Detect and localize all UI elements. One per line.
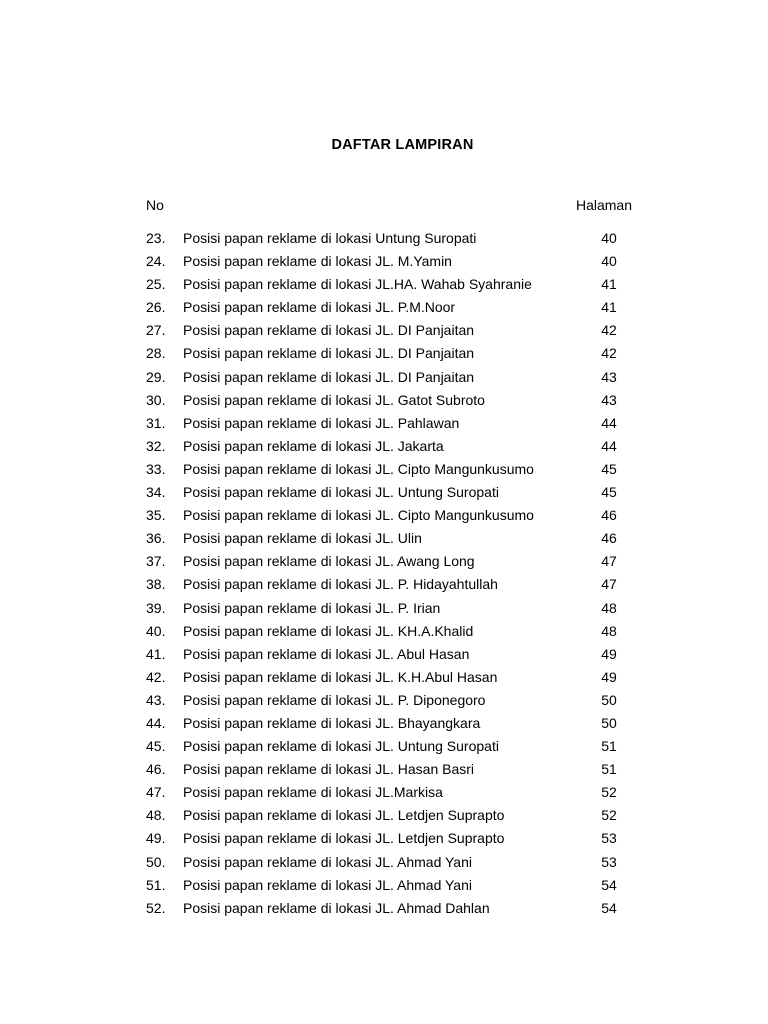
entry-number: 35. xyxy=(146,507,166,524)
entry-title: Posisi papan reklame di lokasi JL. Ahmad Yani xyxy=(183,876,472,893)
entry-title: Posisi papan reklame di lokasi JL. Ulin xyxy=(183,530,422,547)
list-item xyxy=(146,736,636,759)
entry-number: 28. xyxy=(146,345,166,362)
list-item xyxy=(146,713,636,736)
appendix-list xyxy=(146,228,636,921)
list-header xyxy=(146,197,636,215)
list-item xyxy=(146,505,636,528)
list-item xyxy=(146,621,636,644)
list-item xyxy=(146,598,636,621)
entry-title: Posisi papan reklame di lokasi JL. DI Panjaitan xyxy=(183,368,475,385)
entry-title: Posisi papan reklame di lokasi JL. Awang Long xyxy=(183,553,475,570)
entry-title: Posisi papan reklame di lokasi JL. M.Yamin xyxy=(183,253,452,270)
entry-title: Posisi papan reklame di lokasi JL. Bhayangkara xyxy=(183,714,481,731)
entry-title: Posisi papan reklame di lokasi JL. Cipto Mangunkusumo xyxy=(183,460,534,477)
entry-page-number: 50 xyxy=(601,691,617,708)
entry-number: 37. xyxy=(146,553,166,570)
entry-page-number: 48 xyxy=(601,622,617,639)
list-item xyxy=(146,320,636,343)
entry-page-number: 51 xyxy=(601,761,617,778)
list-item xyxy=(146,667,636,690)
entry-page-number: 49 xyxy=(601,668,617,685)
list-item xyxy=(146,852,636,875)
list-item xyxy=(146,228,636,251)
entry-number: 46. xyxy=(146,761,166,778)
list-item xyxy=(146,251,636,274)
entry-page-number: 46 xyxy=(601,530,617,547)
entry-title: Posisi papan reklame di lokasi JL.HA. Wahab Syahranie xyxy=(183,276,532,293)
list-item xyxy=(146,898,636,921)
entry-title: Posisi papan reklame di lokasi JL. Hasan Basri xyxy=(183,761,475,778)
entry-number: 48. xyxy=(146,807,166,824)
entry-number: 25. xyxy=(146,276,166,293)
entry-page-number: 40 xyxy=(601,230,617,246)
entry-number: 24. xyxy=(146,253,166,270)
page-title: DAFTAR LAMPIRAN xyxy=(331,137,474,153)
list-item xyxy=(146,367,636,390)
list-item xyxy=(146,436,636,459)
entry-page-number: 48 xyxy=(601,599,617,616)
entry-number: 23. xyxy=(146,230,166,246)
entry-number: 52. xyxy=(146,899,166,916)
list-item xyxy=(146,274,636,297)
entry-number: 45. xyxy=(146,738,166,755)
list-item xyxy=(146,343,636,366)
entry-title: Posisi papan reklame di lokasi JL. K.H.Abul Hasan xyxy=(183,668,498,685)
entry-number: 38. xyxy=(146,576,166,593)
entry-number: 39. xyxy=(146,599,166,616)
list-item xyxy=(146,574,636,597)
entry-page-number: 52 xyxy=(601,784,617,801)
entry-title: Posisi papan reklame di lokasi JL. Gatot Subroto xyxy=(183,391,485,408)
list-item xyxy=(146,390,636,413)
entry-title: Posisi papan reklame di lokasi JL.Markisa xyxy=(183,784,443,801)
entry-page-number: 41 xyxy=(601,299,617,316)
entry-page-number: 45 xyxy=(601,484,617,501)
header-page-label: Halaman xyxy=(575,197,632,213)
entry-title: Posisi papan reklame di lokasi JL. P. Diponegoro xyxy=(183,691,486,708)
entry-title: Posisi papan reklame di lokasi JL. Cipto Mangunkusumo xyxy=(183,507,534,524)
list-item xyxy=(146,528,636,551)
list-item xyxy=(146,413,636,436)
entry-title: Posisi papan reklame di lokasi Untung Suropati xyxy=(183,230,477,246)
entry-number: 27. xyxy=(146,322,166,339)
entry-number: 26. xyxy=(146,299,166,316)
list-item xyxy=(146,459,636,482)
list-item xyxy=(146,644,636,667)
entry-number: 29. xyxy=(146,368,166,385)
entry-page-number: 52 xyxy=(601,807,617,824)
entry-title: Posisi papan reklame di lokasi JL. DI Panjaitan xyxy=(183,322,475,339)
entry-title: Posisi papan reklame di lokasi JL. Ahmad Yani xyxy=(183,853,472,870)
entry-number: 32. xyxy=(146,437,166,454)
entry-page-number: 45 xyxy=(601,460,617,477)
list-item xyxy=(146,551,636,574)
entry-page-number: 53 xyxy=(601,853,617,870)
list-item xyxy=(146,297,636,320)
entry-page-number: 50 xyxy=(601,714,617,731)
entry-title: Posisi papan reklame di lokasi JL. Letdjen Suprapto xyxy=(183,807,505,824)
entry-page-number: 54 xyxy=(601,899,617,916)
entry-page-number: 44 xyxy=(601,437,617,454)
entry-number: 49. xyxy=(146,830,166,847)
entry-title: Posisi papan reklame di lokasi JL. Abul Hasan xyxy=(183,645,470,662)
entry-number: 47. xyxy=(146,784,166,801)
entry-number: 36. xyxy=(146,530,166,547)
entry-title: Posisi papan reklame di lokasi JL. P. Irian xyxy=(183,599,441,616)
entry-page-number: 40 xyxy=(601,253,617,270)
entry-page-number: 47 xyxy=(601,553,617,570)
entry-page-number: 42 xyxy=(601,345,617,362)
entry-title: Posisi papan reklame di lokasi JL. Untung Suropati xyxy=(183,738,499,755)
entry-number: 33. xyxy=(146,460,166,477)
header-no-label: No xyxy=(146,197,164,213)
entry-page-number: 41 xyxy=(601,276,617,293)
list-item xyxy=(146,782,636,805)
entry-page-number: 47 xyxy=(601,576,617,593)
entry-number: 31. xyxy=(146,414,166,431)
list-item xyxy=(146,759,636,782)
entry-page-number: 46 xyxy=(601,507,617,524)
entry-number: 51. xyxy=(146,876,166,893)
entry-number: 44. xyxy=(146,714,166,731)
list-item xyxy=(146,690,636,713)
entry-page-number: 54 xyxy=(601,876,617,893)
entry-title: Posisi papan reklame di lokasi JL. P. Hidayahtullah xyxy=(183,576,498,593)
entry-page-number: 43 xyxy=(601,368,617,385)
list-item xyxy=(146,875,636,898)
entry-title: Posisi papan reklame di lokasi JL. Untung Suropati xyxy=(183,484,499,501)
entry-number: 43. xyxy=(146,691,166,708)
entry-title: Posisi papan reklame di lokasi JL. Jakarta xyxy=(183,437,444,454)
list-item xyxy=(146,482,636,505)
entry-page-number: 43 xyxy=(601,391,617,408)
entry-number: 34. xyxy=(146,484,166,501)
entry-page-number: 44 xyxy=(601,414,617,431)
entry-page-number: 49 xyxy=(601,645,617,662)
entry-number: 42. xyxy=(146,668,166,685)
list-item xyxy=(146,805,636,828)
entry-page-number: 42 xyxy=(601,322,617,339)
entry-number: 40. xyxy=(146,622,166,639)
entry-page-number: 51 xyxy=(601,738,617,755)
entry-number: 30. xyxy=(146,391,166,408)
entry-title: Posisi papan reklame di lokasi JL. DI Panjaitan xyxy=(183,345,475,362)
entry-title: Posisi papan reklame di lokasi JL. Pahlawan xyxy=(183,414,460,431)
entry-number: 41. xyxy=(146,645,166,662)
list-item xyxy=(146,828,636,851)
entry-title: Posisi papan reklame di lokasi JL. KH.A.Khalid xyxy=(183,622,474,639)
entry-page-number: 53 xyxy=(601,830,617,847)
entry-title: Posisi papan reklame di lokasi JL. Letdjen Suprapto xyxy=(183,830,505,847)
entry-title: Posisi papan reklame di lokasi JL. Ahmad Dahlan xyxy=(183,899,490,916)
entry-title: Posisi papan reklame di lokasi JL. P.M.Noor xyxy=(183,299,456,316)
entry-number: 50. xyxy=(146,853,166,870)
